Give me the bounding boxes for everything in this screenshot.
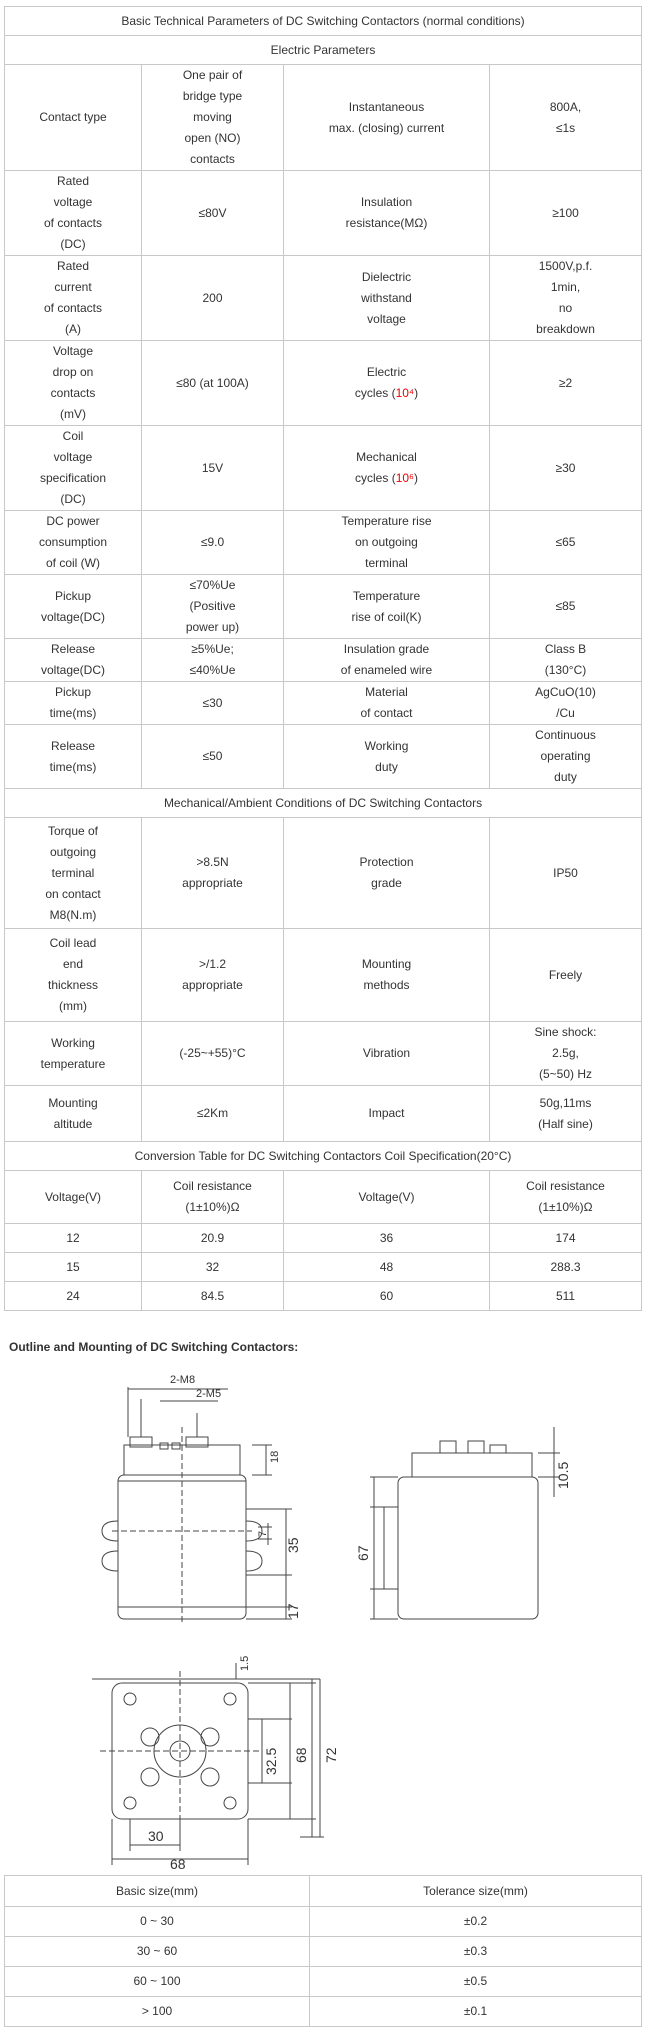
cell: 30 ~ 60 <box>5 1937 310 1967</box>
param-name: Temperature rise of coil(K) <box>284 575 490 639</box>
param-name: Temperature rise on outgoing terminal <box>284 511 490 575</box>
param-value: 15V <box>142 426 284 511</box>
param-name-text: Electric cycles ( <box>354 365 407 400</box>
param-value: ≥5%Ue; ≤40%Ue <box>142 639 284 682</box>
cell: 60 <box>284 1282 490 1311</box>
column-header: Coil resistance (1±10%)Ω <box>490 1171 642 1224</box>
column-header: Basic size(mm) <box>5 1876 310 1907</box>
param-value: ≤9.0 <box>142 511 284 575</box>
param-value: One pair of bridge type moving open (NO) contacts <box>142 65 284 171</box>
section-electric: Electric Parameters <box>5 36 642 65</box>
dim-30: 30 <box>148 1828 164 1844</box>
dim-2-m5: 2-M5 <box>196 1388 222 1400</box>
param-name: Rated voltage of contacts (DC) <box>5 171 142 256</box>
param-value: ≤80 (at 100A) <box>142 341 284 426</box>
table-row <box>5 511 642 575</box>
param-name-end: ) <box>414 386 419 400</box>
cell: 84.5 <box>142 1282 284 1311</box>
table-row <box>5 575 642 639</box>
param-value: ≤50 <box>142 725 284 789</box>
dim-32-5: 32.5 <box>263 1747 279 1775</box>
table-row <box>5 1907 642 1937</box>
table-row <box>5 341 642 426</box>
cell: 174 <box>490 1224 642 1253</box>
cell: 48 <box>284 1253 490 1282</box>
dim-18: 18 <box>269 1450 281 1463</box>
param-name: Coil voltage specification (DC) <box>5 426 142 511</box>
param-value: >/1.2 appropriate <box>142 929 284 1022</box>
cell: > 100 <box>5 1997 310 2027</box>
table-row <box>5 1253 642 1282</box>
cell: 15 <box>5 1253 142 1282</box>
param-value: ≤70%Ue (Positive power up) <box>142 575 284 639</box>
param-value: Sine shock: 2.5g, (5~50) Hz <box>490 1022 642 1086</box>
column-header: Voltage(V) <box>5 1171 142 1224</box>
table-row <box>5 65 642 171</box>
column-header: Voltage(V) <box>284 1171 490 1224</box>
dim-72: 72 <box>323 1747 339 1763</box>
param-value: ≤65 <box>490 511 642 575</box>
param-value: Class B (130°C) <box>490 639 642 682</box>
dim-7: 7 <box>257 1530 269 1537</box>
param-value: 800A, ≤1s <box>490 65 642 171</box>
cell: 20.9 <box>142 1224 284 1253</box>
parameters-table <box>4 6 642 1311</box>
param-name: Mounting methods <box>284 929 490 1022</box>
cell: 511 <box>490 1282 642 1311</box>
dim-68-bottom: 68 <box>170 1856 186 1869</box>
cell: ±0.3 <box>310 1937 642 1967</box>
side-view-drawing <box>370 1427 560 1619</box>
table-row <box>5 1937 642 1967</box>
param-value: 50g,11ms (Half sine) <box>490 1086 642 1142</box>
column-header: Tolerance size(mm) <box>310 1876 642 1907</box>
param-name: Insulation grade of enameled wire <box>284 639 490 682</box>
param-value: ≥100 <box>490 171 642 256</box>
param-name: Material of contact <box>284 682 490 725</box>
param-value: (-25~+55)°C <box>142 1022 284 1086</box>
param-name: Release time(ms) <box>5 725 142 789</box>
param-value: Freely <box>490 929 642 1022</box>
param-value: ≤80V <box>142 171 284 256</box>
param-name-end: ) <box>413 471 418 485</box>
dim-2-m8: 2-M8 <box>170 1374 196 1386</box>
param-name: Contact type <box>5 65 142 171</box>
param-value: ≤85 <box>490 575 642 639</box>
cell: ±0.1 <box>310 1997 642 2027</box>
tolerance-table <box>4 1875 642 2027</box>
param-name: Working duty <box>284 725 490 789</box>
param-value: 200 <box>142 256 284 341</box>
param-name: Torque of outgoing terminal on contact M8(N.m) <box>5 818 142 929</box>
param-value: >8.5N appropriate <box>142 818 284 929</box>
cell: ±0.2 <box>310 1907 642 1937</box>
param-name: Working temperature <box>5 1022 142 1086</box>
top-view-drawing <box>92 1663 324 1865</box>
table-row <box>5 1282 642 1311</box>
table-row <box>5 1022 642 1086</box>
dim-68-right: 68 <box>293 1747 309 1763</box>
page <box>0 6 645 2027</box>
param-name: Vibration <box>284 1022 490 1086</box>
table-row <box>5 1967 642 1997</box>
column-header: Coil resistance (1±10%)Ω <box>142 1171 284 1224</box>
cycles-exponent: 10⁴ <box>395 386 415 400</box>
table-row <box>5 1997 642 2027</box>
param-name: Pickup time(ms) <box>5 682 142 725</box>
cell: 32 <box>142 1253 284 1282</box>
outline-drawings <box>0 1357 645 1869</box>
dim-10-5: 10.5 <box>555 1461 571 1489</box>
param-value: ≥30 <box>490 426 642 511</box>
table-row <box>5 256 642 341</box>
param-name: Rated current of contacts (A) <box>5 256 142 341</box>
param-name-text: Mechanical cycles ( <box>355 450 417 485</box>
outline-drawing-svg <box>0 1357 645 1869</box>
dim-67: 67 <box>355 1545 371 1561</box>
param-name: Release voltage(DC) <box>5 639 142 682</box>
cell: 24 <box>5 1282 142 1311</box>
dim-17: 17 <box>285 1603 301 1619</box>
param-name: Coil lead end thickness (mm) <box>5 929 142 1022</box>
param-value: Continuous operating duty <box>490 725 642 789</box>
cell: 12 <box>5 1224 142 1253</box>
dim-1-5: 1.5 <box>239 1655 251 1671</box>
param-name: Instantaneous max. (closing) current <box>284 65 490 171</box>
param-value: AgCuO(10) /Cu <box>490 682 642 725</box>
param-name <box>284 341 490 426</box>
param-value: ≥2 <box>490 341 642 426</box>
table-row <box>5 725 642 789</box>
table-row <box>5 1224 642 1253</box>
table-row <box>5 818 642 929</box>
cell: 288.3 <box>490 1253 642 1282</box>
param-name: Voltage drop on contacts (mV) <box>5 341 142 426</box>
table-row <box>5 929 642 1022</box>
param-name: Insulation resistance(MΩ) <box>284 171 490 256</box>
param-value: IP50 <box>490 818 642 929</box>
param-name <box>284 426 490 511</box>
param-name: Mounting altitude <box>5 1086 142 1142</box>
cell: 0 ~ 30 <box>5 1907 310 1937</box>
table-row <box>5 1086 642 1142</box>
cell: 60 ~ 100 <box>5 1967 310 1997</box>
cycles-exponent: 10⁶ <box>395 471 414 485</box>
param-value: ≤2Km <box>142 1086 284 1142</box>
param-value: 1500V,p.f. 1min, no breakdown <box>490 256 642 341</box>
cell: 36 <box>284 1224 490 1253</box>
table-row <box>5 682 642 725</box>
section-mech: Mechanical/Ambient Conditions of DC Switching Contactors <box>5 789 642 818</box>
table-row <box>5 171 642 256</box>
param-name: Impact <box>284 1086 490 1142</box>
table-title: Basic Technical Parameters of DC Switching Contactors (normal conditions) <box>5 7 642 36</box>
param-value: ≤30 <box>142 682 284 725</box>
table-row <box>5 639 642 682</box>
param-name: DC power consumption of coil (W) <box>5 511 142 575</box>
param-name: Dielectric withstand voltage <box>284 256 490 341</box>
cell: ±0.5 <box>310 1967 642 1997</box>
outline-title: Outline and Mounting of DC Switching Contactors: <box>9 1340 299 1354</box>
section-conversion: Conversion Table for DC Switching Contactors Coil Specification(20°C) <box>5 1142 642 1171</box>
param-name: Protection grade <box>284 818 490 929</box>
dim-35: 35 <box>285 1537 301 1553</box>
table-row <box>5 426 642 511</box>
param-name: Pickup voltage(DC) <box>5 575 142 639</box>
front-view-drawing <box>102 1387 292 1625</box>
